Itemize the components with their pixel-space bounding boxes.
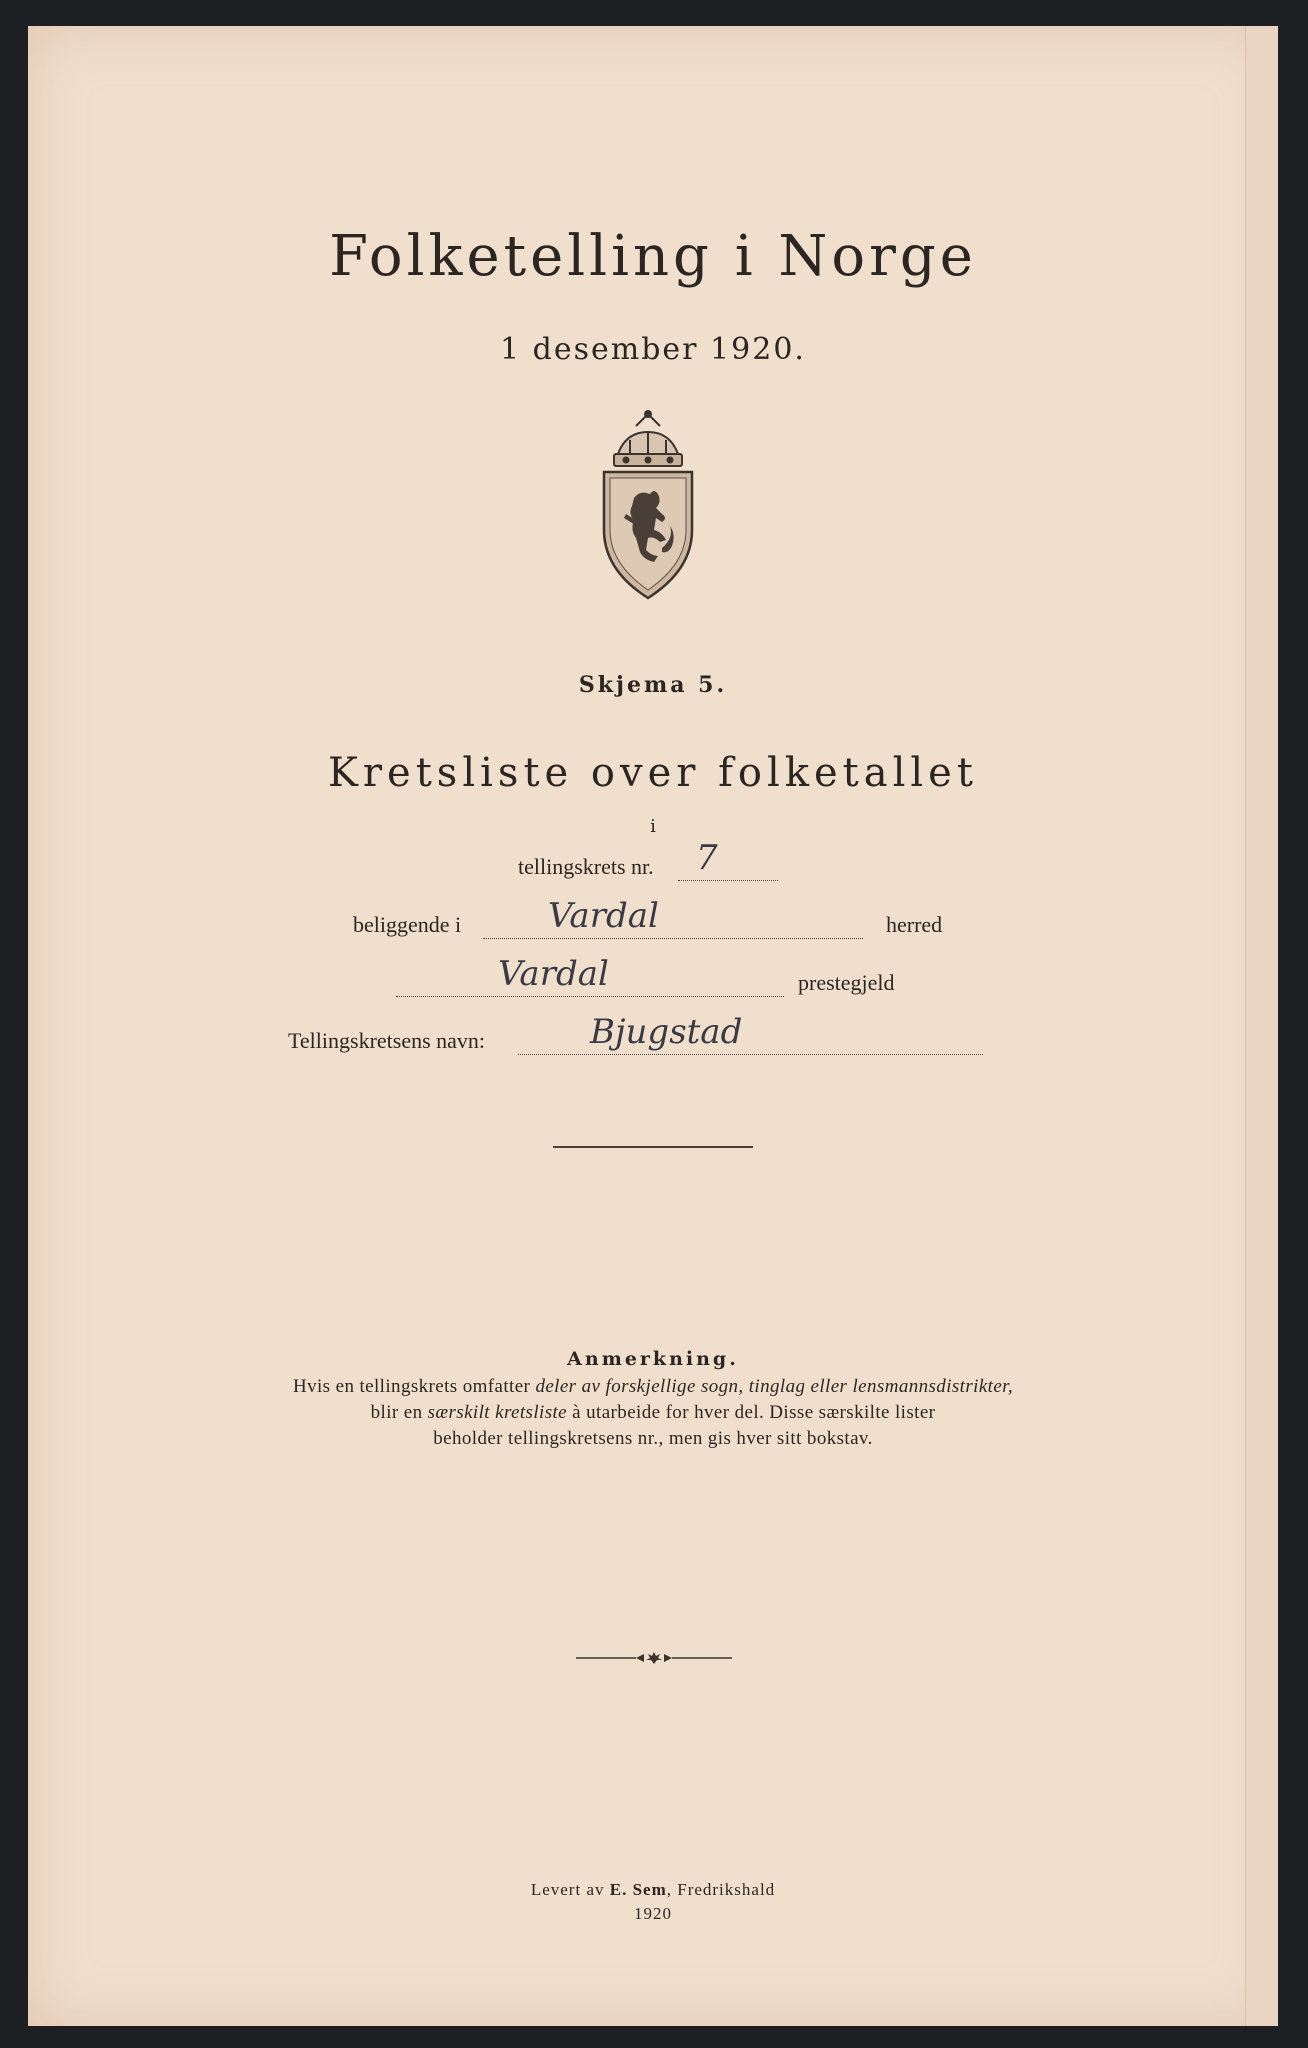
printer-year: 1920 bbox=[634, 1904, 672, 1923]
printer-name: E. Sem bbox=[609, 1880, 667, 1899]
municipality-suffix-label: herred bbox=[886, 912, 943, 937]
district-name-line bbox=[518, 1054, 983, 1055]
printer-text-a: Levert av bbox=[530, 1880, 610, 1899]
printer-text-b: , Fredrikshald bbox=[666, 1880, 776, 1899]
district-number-value: 7 bbox=[696, 838, 718, 878]
note-line-2 bbox=[28, 1402, 1278, 1424]
census-form-page bbox=[28, 26, 1278, 2026]
municipality-value: Vardal bbox=[548, 896, 659, 936]
note-line-2-text-b: à utarbeide for hver del. Disse særskilte lister bbox=[567, 1402, 936, 1423]
district-number-label: tellingskrets nr. bbox=[518, 854, 654, 879]
field-municipality bbox=[28, 896, 1278, 944]
field-district-name bbox=[28, 1012, 1278, 1060]
schema-number: Skjema 5. bbox=[578, 672, 728, 698]
printer-imprint bbox=[28, 1880, 1278, 1900]
separator-rule bbox=[553, 1146, 753, 1148]
parish-value: Vardal bbox=[498, 954, 609, 994]
note-line-2-italic: særskilt kretsliste bbox=[427, 1402, 568, 1423]
ornament-divider-icon bbox=[576, 1651, 732, 1665]
note-line-3: beholder tellingskretsens nr., men gis hver sitt bokstav. bbox=[433, 1428, 873, 1449]
parish-line bbox=[396, 996, 784, 997]
municipality-line bbox=[483, 938, 863, 939]
district-name-label: Tellingskretsens navn: bbox=[288, 1028, 486, 1053]
census-date: 1 desember 1920. bbox=[500, 332, 806, 367]
preposition-i: i bbox=[650, 816, 656, 837]
form-heading: Kretsliste over folketallet bbox=[328, 750, 978, 796]
page-title: Folketelling i Norge bbox=[329, 224, 977, 289]
norwegian-coat-of-arms-icon bbox=[596, 410, 700, 606]
district-name-value: Bjugstad bbox=[590, 1012, 743, 1052]
district-number-line bbox=[678, 880, 778, 881]
note-line-1-text: Hvis en tellingskrets omfatter bbox=[292, 1376, 536, 1397]
note-line-1 bbox=[28, 1376, 1278, 1398]
field-parish bbox=[28, 954, 1278, 1002]
note-line-1-italic: deler av forskjellige sogn, tinglag eller lensmannsdistrikter, bbox=[535, 1376, 1014, 1397]
parish-suffix-label: prestegjeld bbox=[798, 970, 895, 995]
note-heading: Anmerkning. bbox=[567, 1348, 739, 1370]
municipality-prefix-label: beliggende i bbox=[353, 912, 462, 937]
note-line-2-text-a: blir en bbox=[370, 1402, 428, 1423]
field-district-number bbox=[28, 838, 1278, 888]
